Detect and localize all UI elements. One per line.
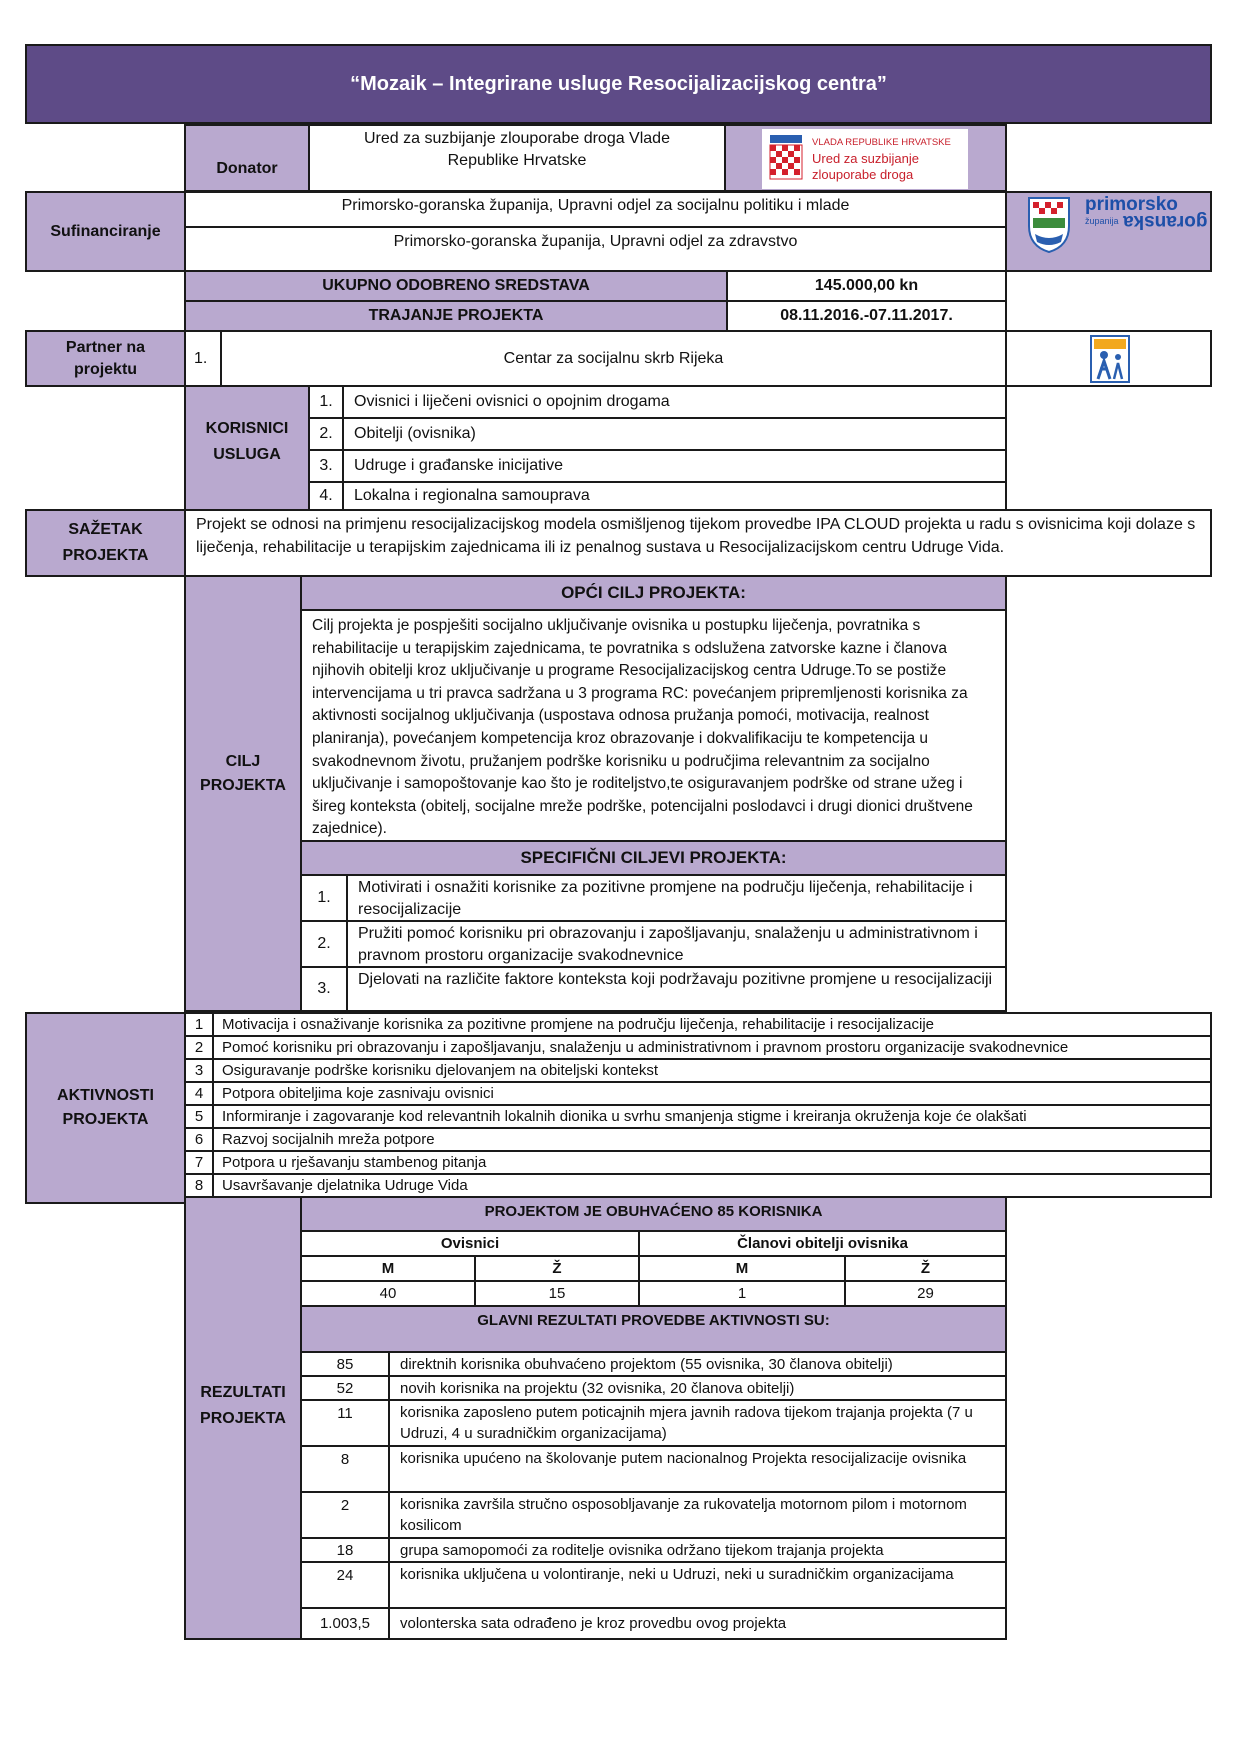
summary-text-cell	[184, 509, 1212, 577]
activity-text: Osiguravanje podrške korisniku djelovanjem na obiteljski kontekst	[222, 1062, 659, 1079]
donor-name-line2: Republike Hrvatske	[447, 152, 587, 169]
activity-text-cell	[212, 1104, 1212, 1129]
logo-gov-line: VLADA REPUBLIKE HRVATSKE	[812, 137, 951, 148]
cofinancing-line2: Primorsko-goranska županija, Upravni odjel za zdravstvo	[393, 233, 798, 250]
result-num-cell	[300, 1375, 390, 1401]
specific-goal-num-cell	[300, 920, 348, 968]
beneficiary-text: Udruge i građanske inicijative	[354, 457, 563, 474]
activities-label-cell	[25, 1012, 186, 1204]
beneficiary-num-cell	[308, 417, 344, 451]
group-addicts: Ovisnici	[440, 1235, 500, 1252]
result-text-cell	[388, 1399, 1007, 1447]
partner-label-cell	[25, 330, 186, 387]
results-label-line1: REZULTATI	[200, 1384, 286, 1401]
scope-heading-cell	[300, 1196, 1007, 1232]
beneficiary-num-cell	[308, 481, 344, 511]
document-title: “Mozaik – Integrirane usluge Resocijalizacijskog centra”	[350, 72, 887, 95]
activity-num: 5	[194, 1108, 204, 1125]
funds-value: 145.000,00 kn	[814, 277, 919, 294]
county-logo-text	[1085, 194, 1208, 232]
activity-num: 6	[194, 1131, 204, 1148]
activities-label-line2: PROJEKTA	[62, 1111, 149, 1128]
partner-label-line1: Partner na	[65, 338, 146, 356]
cofinancing-line2-cell	[184, 226, 1007, 272]
activity-num: 4	[194, 1085, 204, 1102]
cofinancing-line1: Primorsko-goranska županija, Upravni odjel za socijalnu politiku i mlade	[341, 197, 850, 214]
result-num: 85	[336, 1355, 354, 1373]
funds-value-cell	[726, 270, 1007, 302]
specific-goal-num: 2.	[317, 935, 331, 952]
beneficiary-text: Obitelji (ovisnika)	[354, 425, 476, 442]
addicts-z-value: 15	[548, 1285, 566, 1302]
beneficiaries-label-line2: USLUGA	[213, 446, 281, 463]
result-num: 2	[340, 1497, 350, 1514]
funds-label-cell	[184, 270, 728, 302]
activity-num: 3	[194, 1062, 204, 1079]
specific-goal-text: Pružiti pomoć korisniku pri obrazovanju i zapošljavanju, snalaženju u administrativnom i pravnom prostoru organizacije svakodnevnice	[358, 925, 978, 964]
main-results-heading: GLAVNI REZULTATI PROVEDBE AKTIVNOSTI SU:	[477, 1312, 830, 1329]
activity-num-cell	[184, 1127, 214, 1152]
activity-text: Pomoć korisniku pri obrazovanju i zapošljavanju, snalaženju u administrativnom i pravnom prostoru organizacije svakodnevnice	[222, 1039, 1069, 1056]
donor-logo-cell	[724, 124, 1007, 192]
beneficiary-num: 4.	[319, 487, 333, 504]
result-text-cell	[388, 1561, 1007, 1609]
activity-num-cell	[184, 1150, 214, 1175]
result-text-cell	[388, 1537, 1007, 1563]
specific-goals-heading-cell	[300, 840, 1007, 876]
logo-office-line1: Ured za suzbijanje	[812, 151, 919, 166]
activity-text-cell	[212, 1127, 1212, 1152]
addicts-m-header: M	[381, 1260, 395, 1277]
addicts-z-header-cell	[474, 1255, 640, 1282]
activity-num-cell	[184, 1035, 214, 1060]
result-num-cell	[300, 1399, 390, 1447]
result-text: direktnih korisnika obuhvaćeno projektom (55 ovisnika, 30 članova obitelji)	[400, 1355, 893, 1373]
activity-text-cell	[212, 1012, 1212, 1037]
social-welfare-logo-icon	[1090, 335, 1130, 383]
general-goal-text: Cilj projekta je pospješiti socijalno uključivanje ovisnika u postupku liječenja, povratnika s rehabilitacije u terapijskim zajednicama, te povratnika s odslužena zatvorske kazne i članova njihovih obitelji kroz uključivanje u programe Resocijalizacijskog centra Udruge.To se postiže intervencijama u tri pravca sadržana u 3 programa RC: povećanjem pripremljenosti korisnika za aktivnosti socijalnog uključivanja (uspostava odnosa pružanja pomoći, motivacija, realnost planiranja), povećanjem kompetencija kroz obrazovanje i dokvalifikaciju te kompetencija u svakodnevnom životu, pružanjem podrške korisniku u područjima relevantnim za socijalno uključivanje i samopoštovanje kao što je roditeljstvo,te osiguravanjem podrške od strane užeg i šireg konteksta (obitelj, socijalne mreže podrške, potencijalni poslodavci i drugi dionici društvene zajednice).	[312, 617, 973, 838]
specific-goal-text: Djelovati na različite faktore konteksta koji podržavaju pozitivne promjene u resocijalizaciji	[358, 971, 993, 988]
partner-name: Centar za socijalnu skrb Rijeka	[503, 349, 724, 367]
activity-num-cell	[184, 1058, 214, 1083]
family-z-header: Ž	[920, 1260, 931, 1277]
beneficiary-text-cell	[342, 481, 1007, 511]
activity-num-cell	[184, 1104, 214, 1129]
result-text: korisnika upućeno na školovanje putem nacionalnog Projekta resocijalizacije ovisnika	[400, 1450, 967, 1467]
donor-label-cell	[184, 124, 310, 192]
partner-logo-cell	[1005, 330, 1212, 387]
activity-text-cell	[212, 1058, 1212, 1083]
activity-text-cell	[212, 1035, 1212, 1060]
activity-num-cell	[184, 1012, 214, 1037]
result-num-cell	[300, 1351, 390, 1377]
activity-text-cell	[212, 1081, 1212, 1106]
beneficiary-num: 3.	[319, 457, 333, 474]
county-logo-word1: primorsko	[1085, 194, 1178, 215]
group-family-cell	[638, 1230, 1007, 1257]
main-results-heading-cell	[300, 1305, 1007, 1353]
duration-value-cell	[726, 300, 1007, 332]
goal-label-cell	[184, 575, 302, 1012]
result-text-cell	[388, 1607, 1007, 1640]
result-num: 24	[336, 1567, 354, 1584]
addicts-z-header: Ž	[552, 1260, 562, 1277]
specific-goal-text-cell	[346, 920, 1007, 968]
addicts-z-value-cell	[474, 1280, 640, 1307]
addicts-m-header-cell	[300, 1255, 476, 1282]
beneficiaries-label-line1: KORISNICI	[205, 420, 289, 437]
partner-num: 1.	[194, 349, 208, 367]
results-label-cell	[184, 1196, 302, 1640]
result-text: grupa samopomoći za roditelje ovisnika održano tijekom trajanja projekta	[400, 1541, 884, 1559]
specific-goal-text-cell	[346, 874, 1007, 922]
result-num-cell	[300, 1491, 390, 1539]
family-m-value-cell	[638, 1280, 846, 1307]
activity-num-cell	[184, 1173, 214, 1198]
result-num: 1.003,5	[319, 1615, 371, 1632]
group-family: Članovi obitelji ovisnika	[737, 1235, 908, 1252]
beneficiary-num-cell	[308, 449, 344, 483]
result-num: 11	[337, 1405, 353, 1422]
activity-num: 8	[194, 1177, 204, 1194]
summary-label-line1: SAŽETAK	[68, 521, 143, 538]
activity-num: 7	[194, 1154, 204, 1171]
partner-label-line2: projektu	[73, 360, 138, 378]
result-text: volonterska sata odrađeno je kroz provedbu ovog projekta	[400, 1615, 787, 1632]
result-text: korisnika završila stručno osposobljavanje za rukovatelja motornom pilom i motornom kosilicom	[400, 1496, 967, 1534]
activity-text: Potpora obiteljima koje zasnivaju ovisnici	[222, 1085, 494, 1102]
summary-label-cell	[25, 509, 186, 577]
beneficiary-text: Ovisnici i liječeni ovisnici o opojnim drogama	[354, 393, 670, 410]
family-m-header-cell	[638, 1255, 846, 1282]
beneficiary-text-cell	[342, 385, 1007, 419]
activity-num: 1	[194, 1016, 204, 1033]
addicts-m-value: 40	[379, 1285, 397, 1302]
result-text-cell	[388, 1491, 1007, 1539]
result-text: korisnika uključena u volontiranje, neki u Udruzi, neki u suradničkim organizacijama	[400, 1566, 954, 1583]
donor-logo	[762, 129, 968, 189]
summary-label-line2: PROJEKTA	[62, 547, 149, 564]
family-m-value: 1	[737, 1285, 747, 1302]
result-text-cell	[388, 1351, 1007, 1377]
activity-text: Razvoj socijalnih mreža potpore	[222, 1131, 435, 1148]
family-z-header-cell	[844, 1255, 1007, 1282]
beneficiary-num: 2.	[319, 425, 333, 442]
family-m-header: M	[735, 1260, 749, 1277]
specific-goals-heading: SPECIFIČNI CILJEVI PROJEKTA:	[520, 848, 787, 867]
results-label-line2: PROJEKTA	[200, 1410, 286, 1427]
beneficiary-text-cell	[342, 449, 1007, 483]
activity-text-cell	[212, 1173, 1212, 1198]
result-text: novih korisnika na projektu (32 ovisnika, 20 članova obitelji)	[400, 1379, 795, 1397]
general-goal-heading: OPĆI CILJ PROJEKTA:	[561, 583, 746, 602]
partner-name-cell	[220, 330, 1007, 387]
group-addicts-cell	[300, 1230, 640, 1257]
result-num: 18	[336, 1541, 354, 1559]
beneficiary-text-cell	[342, 417, 1007, 451]
result-num-cell	[300, 1445, 390, 1493]
partner-num-cell	[184, 330, 222, 387]
duration-label: TRAJANJE PROJEKTA	[368, 307, 544, 324]
addicts-m-value-cell	[300, 1280, 476, 1307]
cofinancing-logo-cell	[1005, 191, 1212, 272]
activity-text: Informiranje i zagovaranje kod relevantnih lokalnih dionika u svrhu smanjenja stigme i kreiranja okruženja koje će olakšati	[222, 1108, 1027, 1125]
title-banner	[25, 44, 1212, 124]
activity-text: Motivacija i osnaživanje korisnika za pozitivne promjene na području liječenja, rehabilitacije i resocijalizacije	[222, 1016, 935, 1033]
general-goal-heading-cell	[300, 575, 1007, 611]
result-text-cell	[388, 1445, 1007, 1493]
cofinancing-label: Sufinanciranje	[50, 222, 161, 240]
result-num-cell	[300, 1607, 390, 1640]
funds-label: UKUPNO ODOBRENO SREDSTAVA	[322, 277, 590, 294]
croatian-coat-of-arms-icon	[768, 135, 804, 183]
specific-goal-num: 3.	[317, 980, 331, 997]
specific-goal-num-cell	[300, 874, 348, 922]
activities-label-line1: AKTIVNOSTI	[57, 1087, 154, 1104]
donor-label: Donator	[216, 160, 278, 177]
family-z-value: 29	[917, 1285, 934, 1302]
county-logo-word3: županija	[1085, 216, 1119, 226]
county-shield-icon	[1027, 196, 1071, 254]
activity-text: Potpora u rješavanju stambenog pitanja	[222, 1154, 487, 1171]
activity-text-cell	[212, 1150, 1212, 1175]
activity-text: Usavršavanje djelatnika Udruge Vida	[222, 1177, 468, 1194]
beneficiary-num-cell	[308, 385, 344, 419]
logo-office-line2: zlouporabe droga	[812, 167, 914, 182]
county-logo-word2: goranska	[1122, 211, 1208, 232]
beneficiaries-label-cell	[184, 385, 310, 511]
donor-name-line1: Ured za suzbijanje zlouporabe droga Vlade	[364, 130, 670, 147]
result-num: 52	[336, 1379, 354, 1397]
duration-label-cell	[184, 300, 728, 332]
beneficiary-num: 1.	[319, 393, 333, 410]
activity-num-cell	[184, 1081, 214, 1106]
summary-text: Projekt se odnosi na primjenu resocijalizacijskog modela osmišljenog tijekom provedbe IPA CLOUD projekta u radu s ovisnicima koji dolaze s liječenja, rehabilitacije u terapijskim zajednicama ili iz penalnog sustava u Resocijalizacijskom centru Udruge Vida.	[196, 516, 1196, 556]
donor-name-cell	[308, 124, 726, 192]
specific-goal-text: Motivirati i osnažiti korisnike za pozitivne promjene na području liječenja, rehabilitacije i resocijalizacije	[358, 879, 973, 918]
result-num-cell	[300, 1537, 390, 1563]
beneficiary-text: Lokalna i regionalna samouprava	[354, 487, 590, 504]
general-goal-text-cell	[300, 609, 1007, 842]
specific-goal-text-cell	[346, 966, 1007, 1012]
scope-heading: PROJEKTOM JE OBUHVAĆENO 85 KORISNIKA	[484, 1203, 823, 1220]
result-text: korisnika zaposleno putem poticajnih mjera javnih radova tijekom trajanja projekta (7 u Udruzi, 4 u suradničkim organizacijama)	[400, 1404, 973, 1442]
result-num-cell	[300, 1561, 390, 1609]
cofinancing-label-cell	[25, 191, 186, 272]
activity-num: 2	[194, 1039, 204, 1056]
family-z-value-cell	[844, 1280, 1007, 1307]
specific-goal-num-cell	[300, 966, 348, 1012]
result-text-cell	[388, 1375, 1007, 1401]
specific-goal-num: 1.	[317, 889, 331, 906]
result-num: 8	[340, 1451, 350, 1468]
duration-value: 08.11.2016.-07.11.2017.	[780, 307, 953, 324]
goal-label-line2: PROJEKTA	[200, 776, 286, 794]
cofinancing-line1-cell	[184, 191, 1007, 228]
goal-label-line1: CILJ	[225, 752, 261, 770]
